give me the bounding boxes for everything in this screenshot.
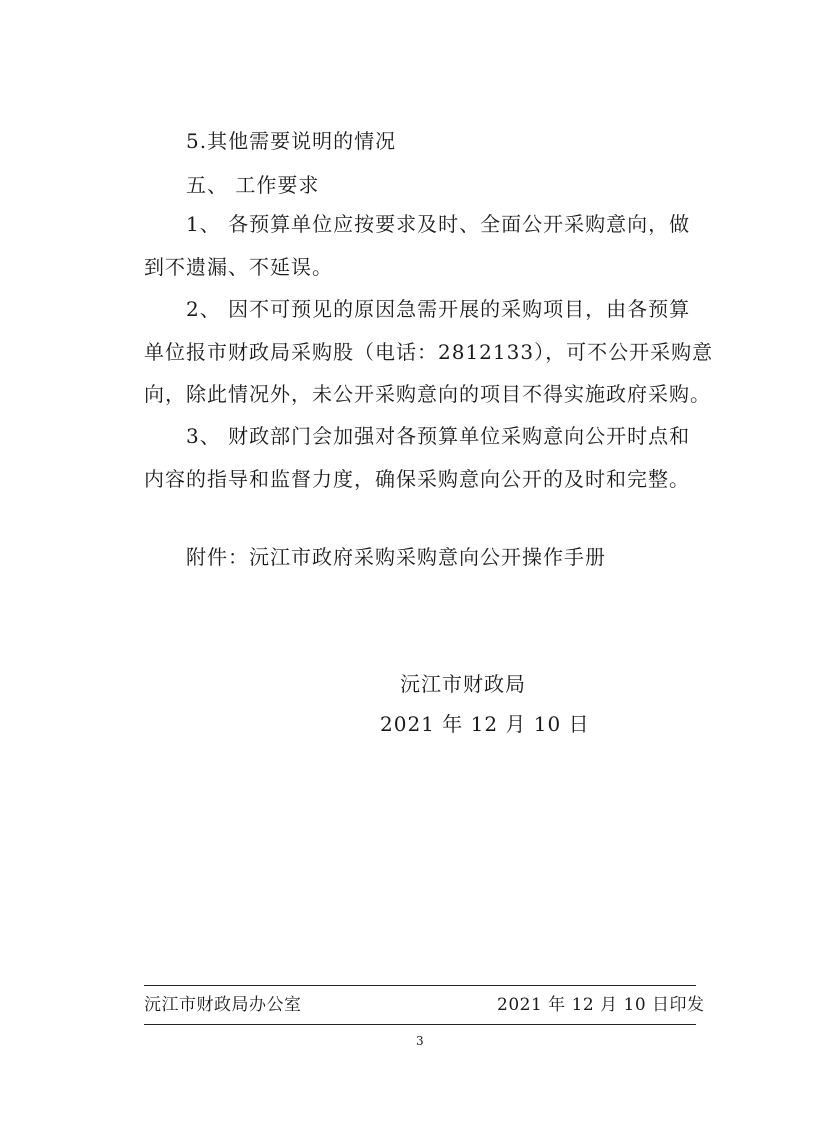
footer-bottom-rule xyxy=(144,1024,696,1025)
requirement-2-line-1: 2、 因不可预见的原因急需开展的采购项目，由各预算 xyxy=(186,297,691,321)
issue-date: 2021 年 12 月 10 日 xyxy=(380,712,590,736)
footer-print-date: 2021 年 12 月 10 日印发 xyxy=(497,995,705,1015)
requirement-3-line-2: 内容的指导和监督力度，确保采购意向公开的及时和完整。 xyxy=(144,467,690,491)
issuer-name: 沅江市财政局 xyxy=(400,672,526,696)
item-5-text: 5.其他需要说明的情况 xyxy=(186,129,397,153)
requirement-1-line-1: 1、 各预算单位应按要求及时、全面公开采购意向，做 xyxy=(186,212,691,236)
attachment-note: 附件：沅江市政府采购采购意向公开操作手册 xyxy=(186,545,606,569)
requirement-1-line-2: 到不遗漏、不延误。 xyxy=(144,255,333,279)
section-heading: 五、 工作要求 xyxy=(186,173,320,197)
footer-top-rule xyxy=(144,985,696,986)
requirement-2-line-2: 单位报市财政局采购股（电话：2812133），可不公开采购意 xyxy=(144,340,714,364)
requirement-3-line-1: 3、 财政部门会加强对各预算单位采购意向公开时点和 xyxy=(186,424,691,448)
footer-office: 沅江市财政局办公室 xyxy=(144,995,302,1015)
page-number: 3 xyxy=(416,1034,424,1048)
requirement-2-line-3: 向，除此情况外，未公开采购意向的项目不得实施政府采购。 xyxy=(144,382,711,406)
